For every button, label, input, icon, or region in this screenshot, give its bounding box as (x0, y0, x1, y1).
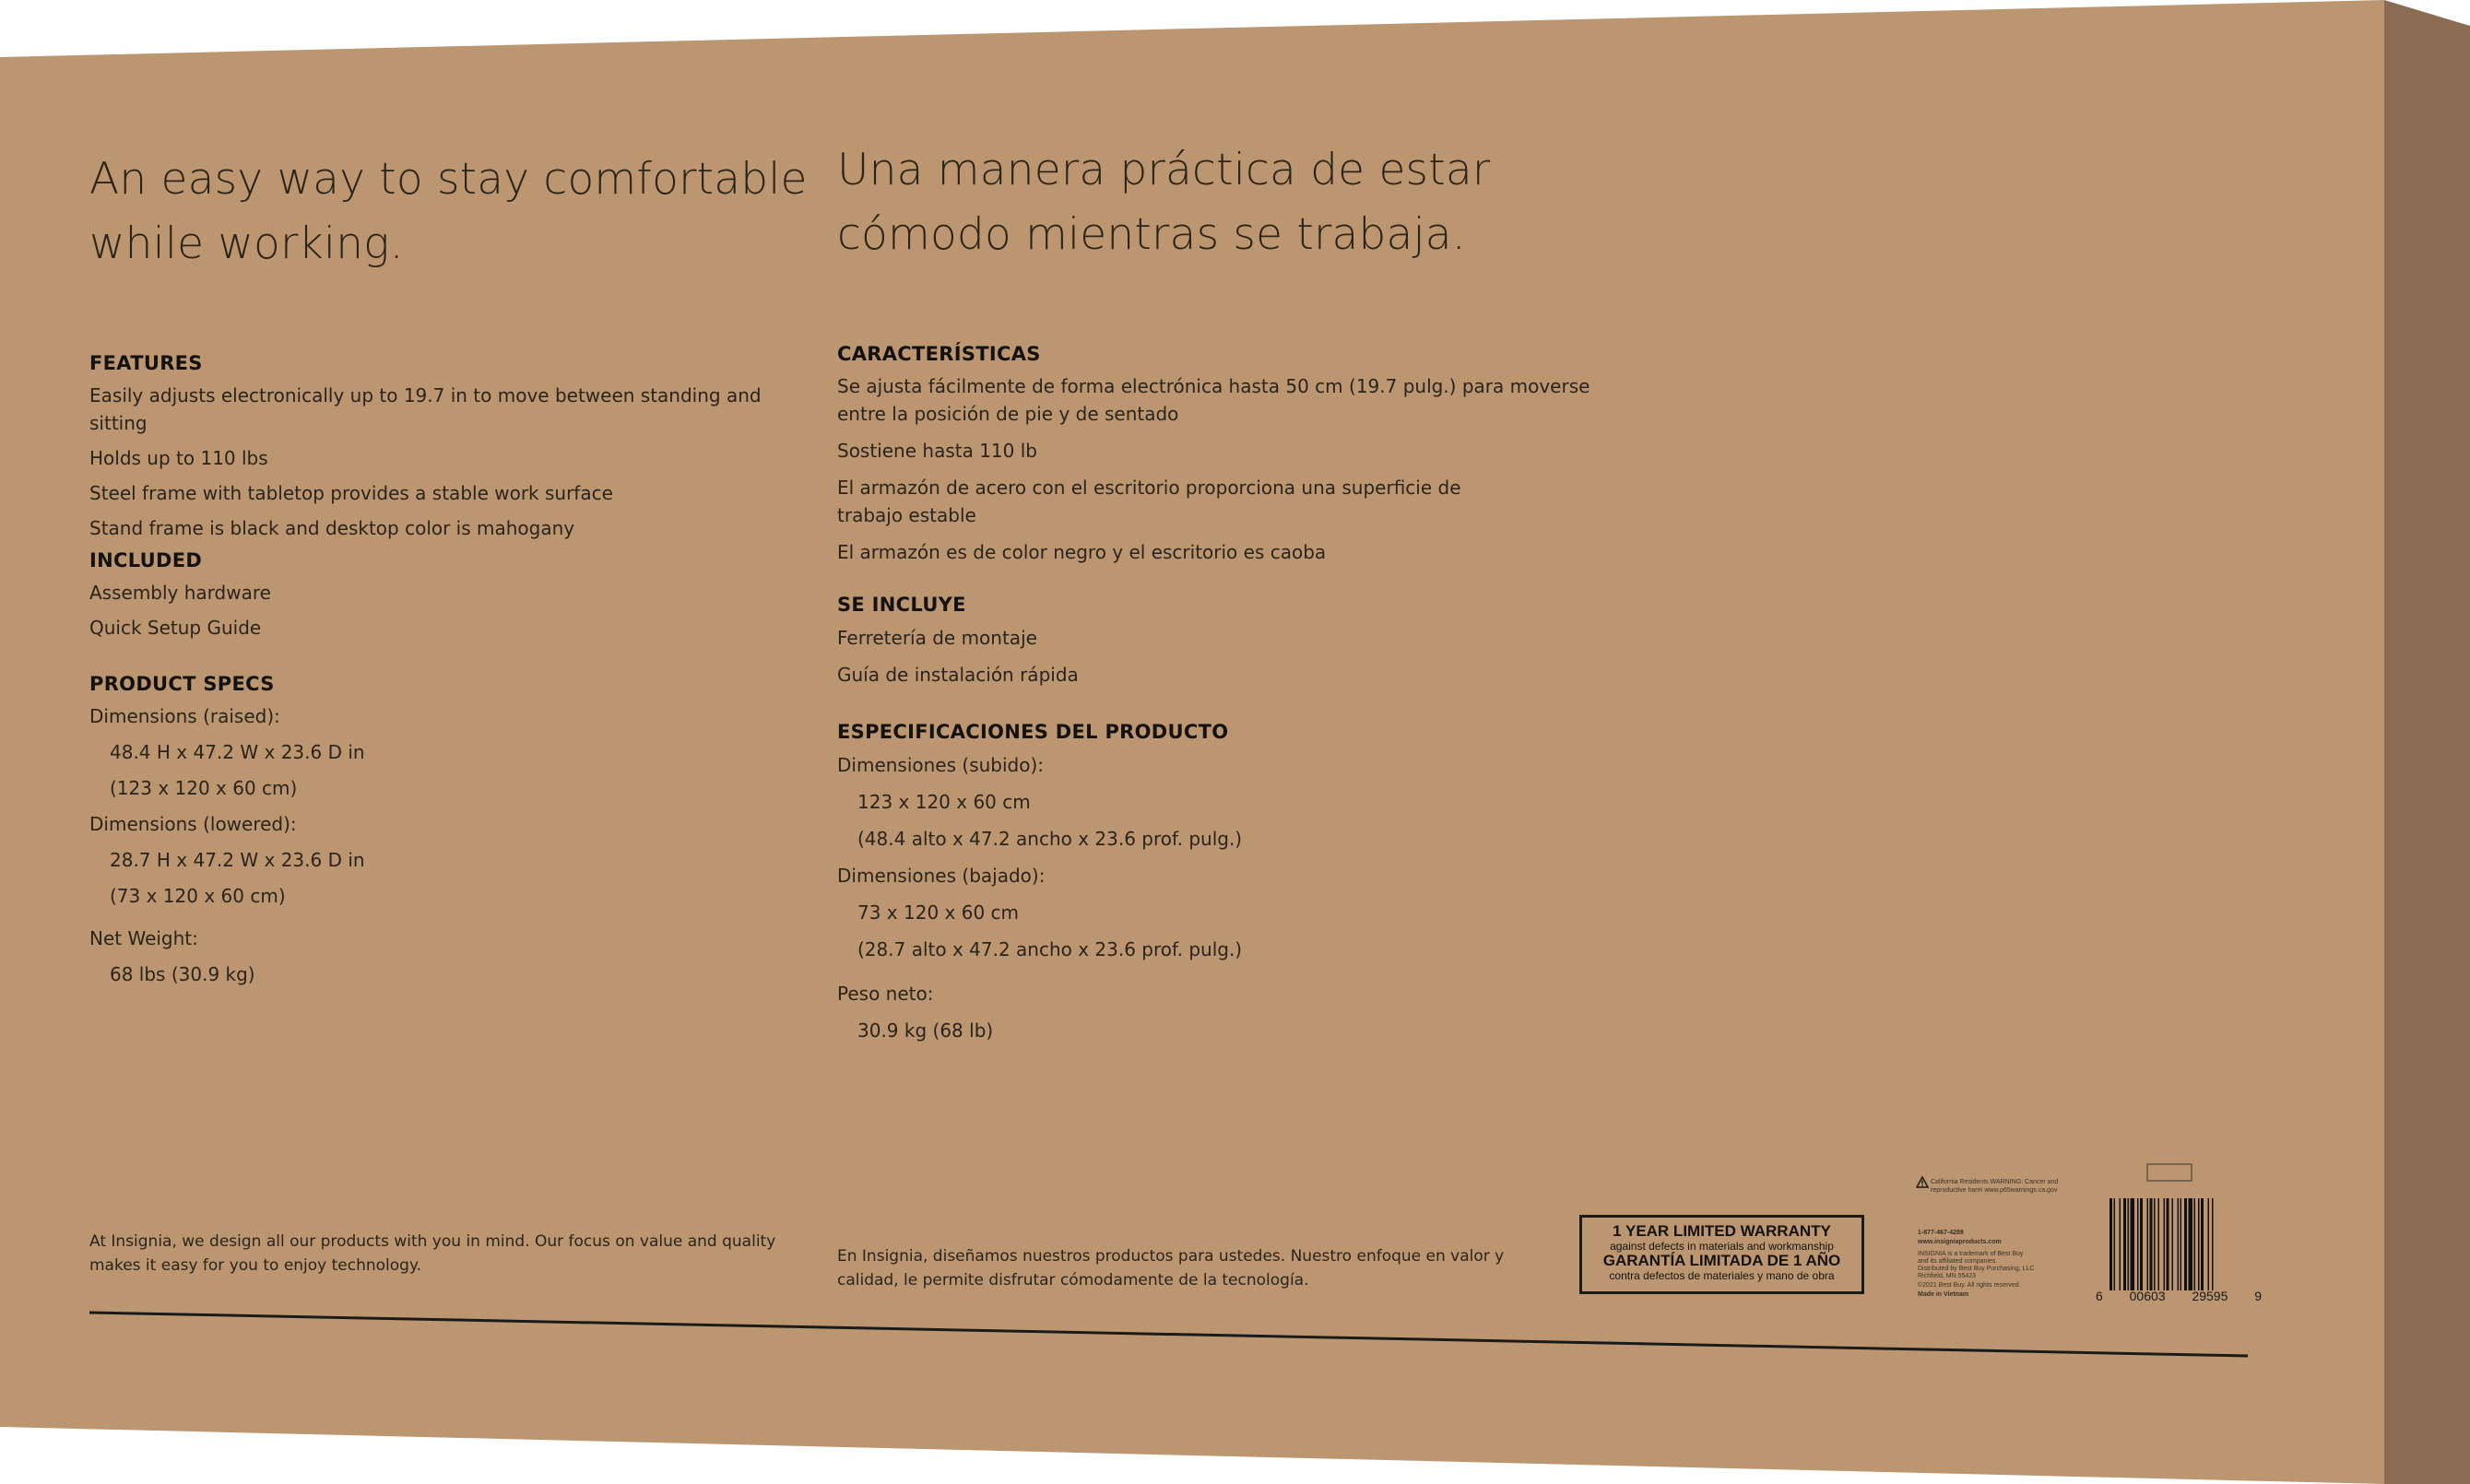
warning-triangle-icon (1916, 1176, 1929, 1188)
spanish-headline-line2: cómodo mientras se trabaja. (837, 209, 1466, 260)
legal-text: INSIGNIA is a trademark of Best Buy (1918, 1251, 2024, 1257)
barcode-bar (2114, 1198, 2116, 1290)
english-spec-raised-cm: (123 x 120 x 60 cm) (110, 777, 298, 799)
spanish-feature-item: Sostiene hasta 110 lb (837, 440, 1037, 462)
english-included-title: INCLUDED (89, 549, 203, 571)
barcode-digit-first: 6 (2096, 1289, 2103, 1303)
spanish-included-item: Ferretería de montaje (837, 627, 1037, 649)
english-included (89, 549, 271, 642)
legal-text: Distributed by Best Buy Purchasing, LLC (1918, 1266, 2035, 1272)
warranty-title-en: 1 YEAR LIMITED WARRANTY (1613, 1222, 1831, 1240)
spanish-spec-raised-in: (48.4 alto x 47.2 ancho x 23.6 prof. pulg.) (857, 828, 1243, 850)
barcode-bar (2167, 1198, 2169, 1290)
recycle-label-box (2146, 1163, 2192, 1187)
barcode-bar (2158, 1198, 2160, 1290)
spanish-spec-weight-label: Peso neto: (837, 983, 934, 1005)
spanish-spec-lowered-cm: 73 x 120 x 60 cm (857, 901, 1020, 924)
spanish-spec-weight-value: 30.9 kg (68 lb) (857, 1019, 994, 1042)
spanish-included-title: SE INCLUYE (837, 594, 966, 616)
prop65-warning: California Residents WARNING: Cancer and reproductive harm www.p65warnings.ca.gov (1931, 1179, 2059, 1194)
barcode-bar (2189, 1198, 2193, 1290)
barcode-bar (2110, 1198, 2112, 1290)
english-spec-raised-label: Dimensions (raised): (89, 705, 280, 727)
spanish-feature-item-line: El armazón de acero con el escritorio proporciona una superficie de (837, 477, 1461, 499)
spanish-feature-item: El armazón es de color negro y el escritorio es caoba (837, 541, 1327, 563)
barcode-bar (2150, 1198, 2153, 1290)
barcode-bar (2194, 1198, 2196, 1290)
barcode-bar (2123, 1198, 2126, 1290)
spanish-feature-item-line: trabajo estable (837, 504, 976, 526)
english-headline-line2: while working. (89, 218, 404, 269)
barcode-bar (2147, 1198, 2149, 1290)
english-spec-raised-in: 48.4 H x 47.2 W x 23.6 D in (110, 741, 365, 763)
spanish-included-item: Guía de instalación rápida (837, 664, 1079, 686)
barcode-bar (2184, 1198, 2187, 1290)
legal-text: ©2021 Best Buy. All rights reserved. (1918, 1282, 2021, 1289)
barcode-bar (2212, 1198, 2214, 1290)
spanish-spec-raised-label: Dimensiones (subido): (837, 754, 1045, 776)
barcode-bar (2201, 1198, 2204, 1290)
barcode-digits (2096, 1289, 2262, 1303)
spanish-feature-item-line: Se ajusta fácilmente de forma electrónica hasta 50 cm (19.7 pulg.) para moverse (837, 375, 1590, 397)
barcode-digits-right: 29595 (2192, 1289, 2228, 1303)
barcode-bar (2128, 1198, 2130, 1290)
barcode-bar (2140, 1198, 2143, 1290)
spanish-footer-line2: calidad, le permite disfrutar cómodamente de la tecnología. (837, 1271, 1309, 1290)
spanish-features-title: CARACTERÍSTICAS (837, 343, 1041, 365)
spanish-headline-line1: Una manera práctica de estar (837, 145, 1491, 195)
english-feature-item: Easily adjusts electronically up to 19.7 in to move between standing and sitting (89, 384, 762, 434)
english-footer-line2: makes it easy for you to enjoy technology. (89, 1256, 422, 1275)
english-column (89, 147, 809, 985)
spanish-spec-raised-cm: 123 x 120 x 60 cm (857, 791, 1031, 813)
barcode-bar (2180, 1198, 2182, 1290)
barcode-bar (2120, 1198, 2121, 1290)
legal-text: Richfield, MN 55423 (1918, 1273, 1977, 1279)
warranty-title-es: GARANTÍA LIMITADA DE 1 AÑO (1602, 1252, 1841, 1269)
barcode-bar (2131, 1198, 2135, 1290)
legal-text: and its affiliated companies. (1918, 1258, 1998, 1265)
english-features-title: FEATURES (89, 352, 203, 374)
english-feature-item: Holds up to 110 lbs (89, 447, 268, 469)
english-included-item: Assembly hardware (89, 582, 271, 604)
english-features (89, 352, 809, 542)
box-side-face (2384, 0, 2470, 1484)
english-spec-lowered-cm: (73 x 120 x 60 cm) (110, 885, 286, 907)
english-specs (89, 673, 365, 988)
barcode-bar (2137, 1198, 2139, 1290)
spanish-spec-lowered-in: (28.7 alto x 47.2 ancho x 23.6 prof. pulg.) (857, 938, 1243, 960)
english-spec-lowered-in: 28.7 H x 47.2 W x 23.6 D in (110, 849, 365, 871)
barcode-bar (2198, 1198, 2200, 1290)
spanish-included (837, 594, 1079, 689)
barcode-bar (2172, 1198, 2174, 1290)
spanish-specs-title: ESPECIFICACIONES DEL PRODUCTO (837, 721, 1229, 743)
spanish-footer-line1: En Insignia, diseñamos nuestros productos para ustedes. Nuestro enfoque en valor y (837, 1247, 1505, 1266)
english-included-item: Quick Setup Guide (89, 617, 262, 639)
barcode-digits-left: 00603 (2129, 1289, 2166, 1303)
spanish-spec-lowered-label: Dimensiones (bajado): (837, 865, 1046, 887)
english-footer-line1: At Insignia, we design all our products with you in mind. Our focus on value and quality (89, 1232, 776, 1251)
spanish-specs (837, 721, 1242, 1044)
warranty-subtitle-es: contra defectos de materiales y mano de obra (1609, 1269, 1835, 1282)
spanish-column (837, 138, 1593, 1042)
spanish-feature-item-line: entre la posición de pie y de sentado (837, 403, 1179, 425)
barcode-bar (2208, 1198, 2210, 1290)
warranty-box (1579, 1215, 1864, 1294)
english-spec-weight-label: Net Weight: (89, 927, 198, 949)
english-specs-title: PRODUCT SPECS (89, 673, 275, 695)
spanish-features (837, 343, 1590, 566)
english-spec-weight-value: 68 lbs (30.9 kg) (110, 963, 255, 985)
barcode-bar (2164, 1198, 2166, 1290)
website: www.insigniaproducts.com (1918, 1239, 2002, 1245)
english-spec-lowered-label: Dimensions (lowered): (89, 813, 297, 835)
barcode-digit-last: 9 (2254, 1289, 2262, 1303)
barcode-bar (2154, 1198, 2156, 1290)
english-feature-item: Stand frame is black and desktop color is mahogany (89, 517, 575, 539)
barcode (2108, 1196, 2251, 1302)
english-headline-line1: An easy way to stay comfortable (89, 154, 808, 205)
made-in: Made in Vietnam (1918, 1291, 1969, 1298)
warranty-subtitle-en: against defects in materials and workmanship (1610, 1240, 1834, 1253)
phone-number: 1-877-467-4289 (1918, 1230, 1964, 1236)
barcode-bar (2178, 1198, 2180, 1290)
english-feature-item: Steel frame with tabletop provides a stable work surface (89, 482, 613, 504)
